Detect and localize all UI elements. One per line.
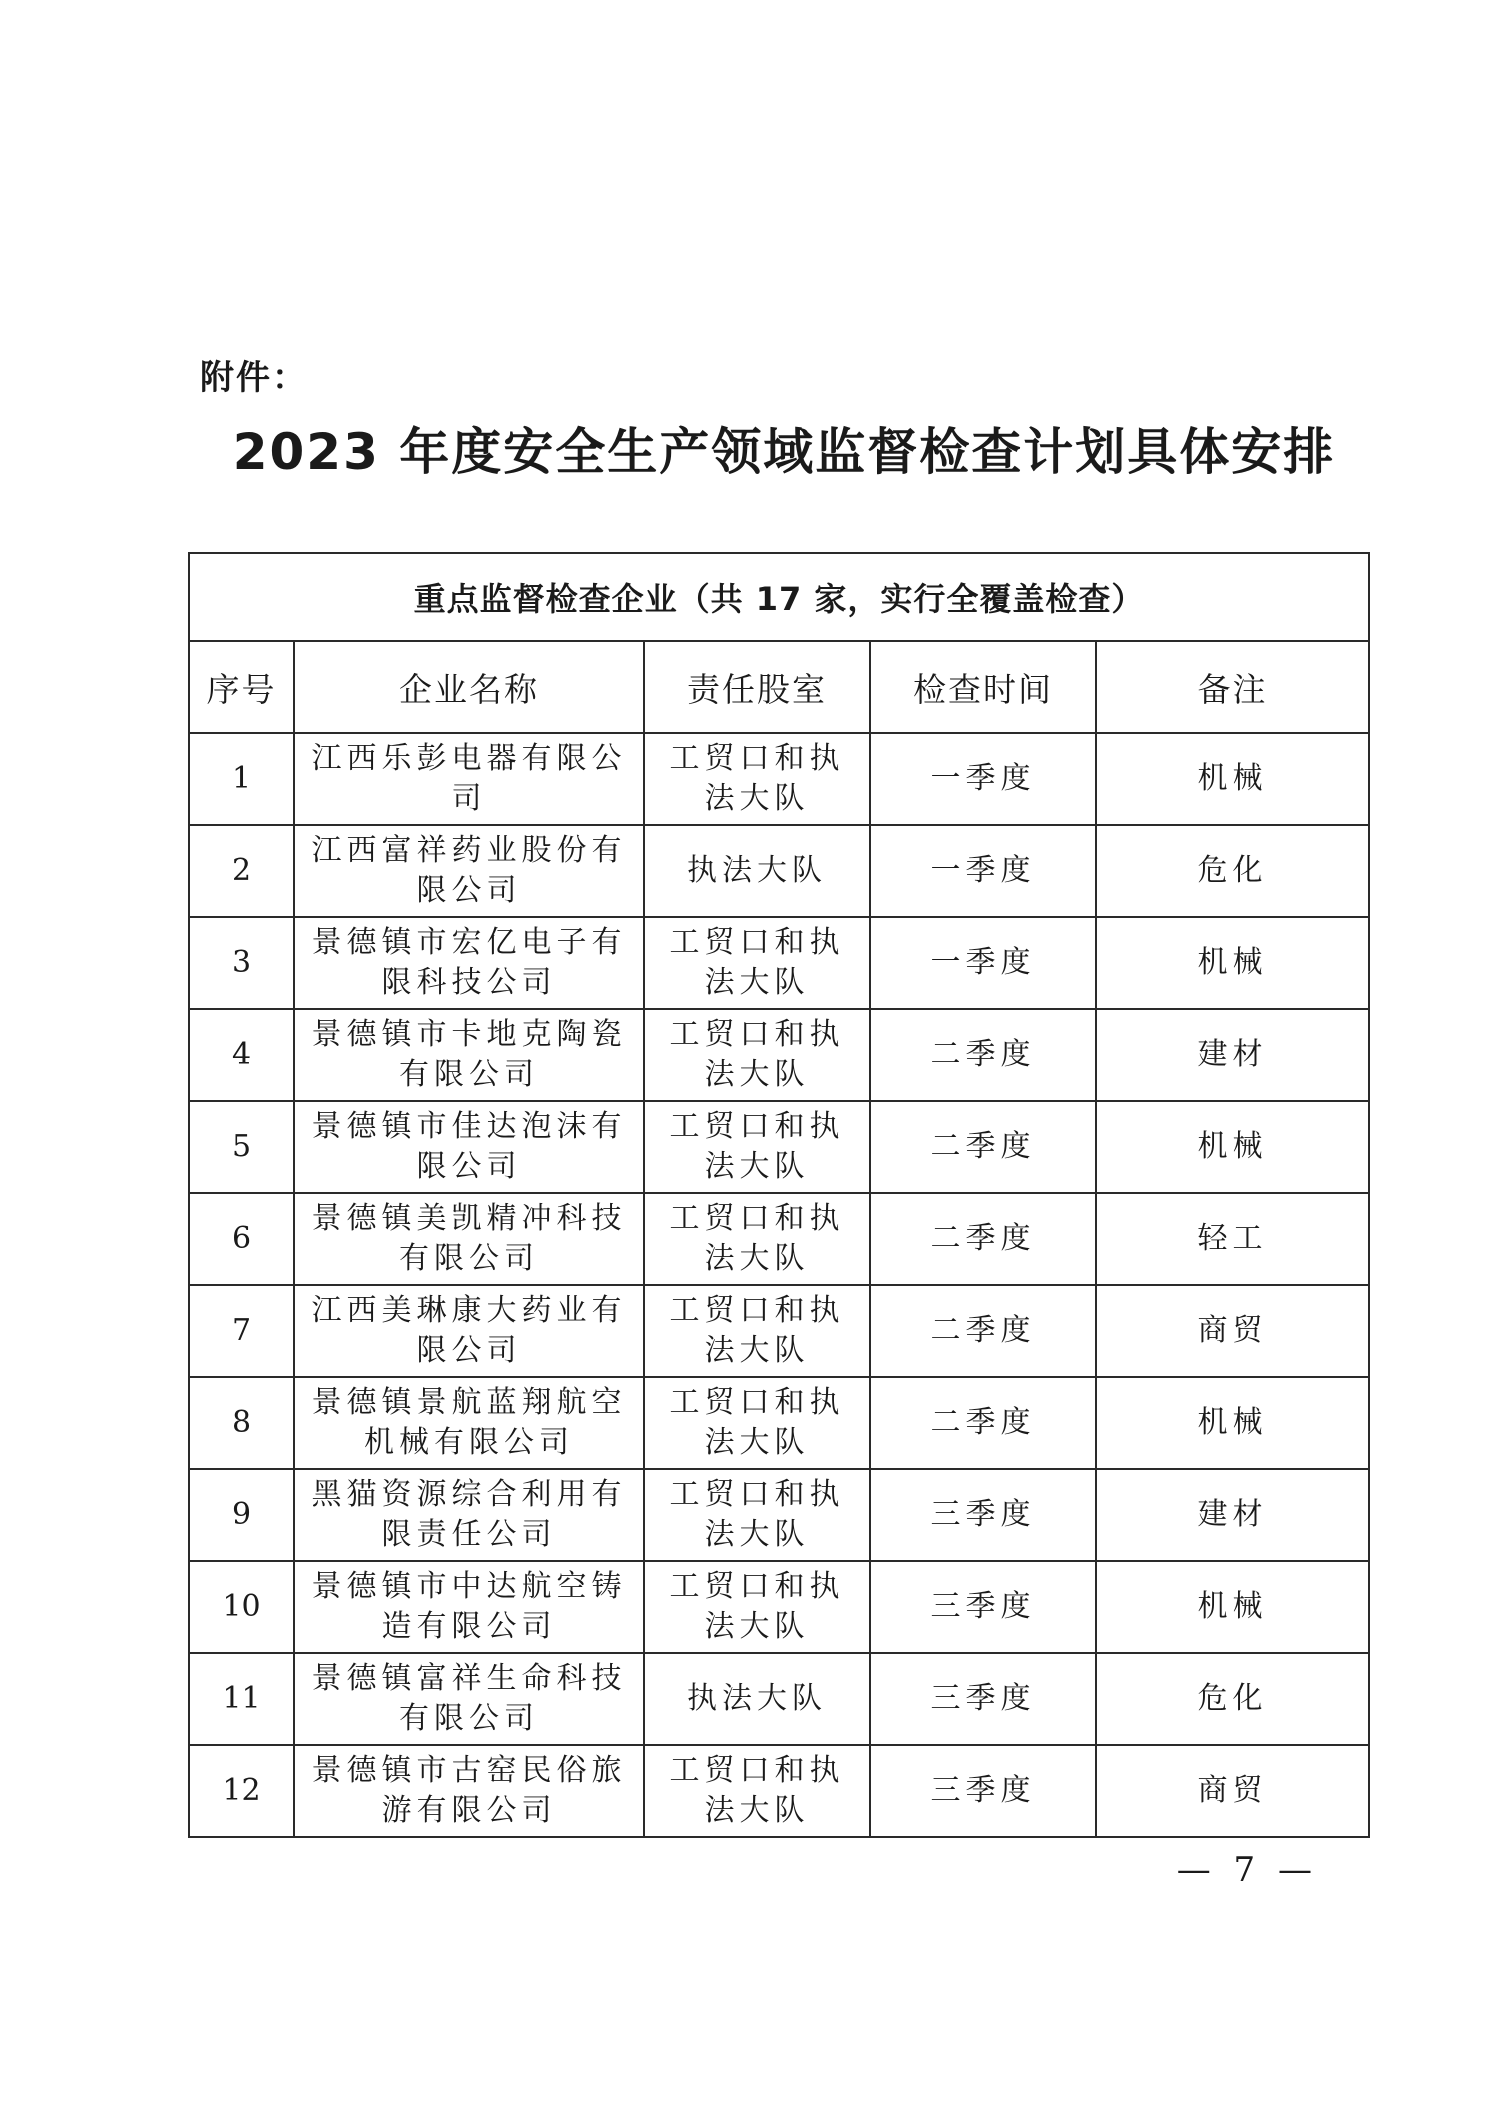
cell-department: 工贸口和执法大队 — [644, 1193, 870, 1285]
cell-inspection-time: 一季度 — [870, 917, 1096, 1009]
cell-company-name: 景德镇市宏亿电子有限科技公司 — [294, 917, 644, 1009]
cell-note: 危化 — [1096, 1653, 1369, 1745]
cell-number: 10 — [189, 1561, 294, 1653]
cell-note: 商贸 — [1096, 1285, 1369, 1377]
table-row — [189, 733, 1369, 825]
cell-department: 工贸口和执法大队 — [644, 733, 870, 825]
cell-inspection-time: 三季度 — [870, 1745, 1096, 1837]
cell-company-name: 景德镇富祥生命科技有限公司 — [294, 1653, 644, 1745]
cell-number: 3 — [189, 917, 294, 1009]
cell-department: 工贸口和执法大队 — [644, 1745, 870, 1837]
cell-note: 建材 — [1096, 1009, 1369, 1101]
cell-company-name: 景德镇美凯精冲科技有限公司 — [294, 1193, 644, 1285]
attachment-label: 附件： — [200, 358, 308, 398]
table-row — [189, 825, 1369, 917]
cell-note: 建材 — [1096, 1469, 1369, 1561]
cell-number: 9 — [189, 1469, 294, 1561]
cell-company-name: 景德镇景航蓝翔航空机械有限公司 — [294, 1377, 644, 1469]
table-row — [189, 1653, 1369, 1745]
cell-number: 6 — [189, 1193, 294, 1285]
cell-inspection-time: 二季度 — [870, 1009, 1096, 1101]
cell-inspection-time: 二季度 — [870, 1377, 1096, 1469]
table-caption: 重点监督检查企业（共 17 家，实行全覆盖检查） — [189, 553, 1369, 641]
cell-number: 1 — [189, 733, 294, 825]
cell-note: 危化 — [1096, 825, 1369, 917]
page-number: — 7 — — [1176, 1850, 1318, 1890]
cell-company-name: 江西富祥药业股份有限公司 — [294, 825, 644, 917]
cell-inspection-time: 一季度 — [870, 825, 1096, 917]
cell-inspection-time: 二季度 — [870, 1193, 1096, 1285]
table-row — [189, 1009, 1369, 1101]
cell-company-name: 江西乐彭电器有限公司 — [294, 733, 644, 825]
cell-company-name: 景德镇市佳达泡沫有限公司 — [294, 1101, 644, 1193]
cell-company-name: 江西美琳康大药业有限公司 — [294, 1285, 644, 1377]
table-body — [189, 733, 1369, 1837]
table-row — [189, 1285, 1369, 1377]
cell-number: 7 — [189, 1285, 294, 1377]
cell-company-name: 黑猫资源综合利用有限责任公司 — [294, 1469, 644, 1561]
table-row — [189, 1193, 1369, 1285]
cell-inspection-time: 二季度 — [870, 1101, 1096, 1193]
cell-number: 2 — [189, 825, 294, 917]
cell-department: 执法大队 — [644, 1653, 870, 1745]
table-row — [189, 917, 1369, 1009]
cell-note: 机械 — [1096, 1101, 1369, 1193]
column-header-note: 备注 — [1096, 641, 1369, 733]
table-row — [189, 1101, 1369, 1193]
cell-department: 工贸口和执法大队 — [644, 1101, 870, 1193]
column-header-department: 责任股室 — [644, 641, 870, 733]
table-row — [189, 1377, 1369, 1469]
cell-number: 12 — [189, 1745, 294, 1837]
cell-department: 工贸口和执法大队 — [644, 917, 870, 1009]
cell-department: 工贸口和执法大队 — [644, 1285, 870, 1377]
cell-inspection-time: 一季度 — [870, 733, 1096, 825]
cell-number: 8 — [189, 1377, 294, 1469]
cell-note: 轻工 — [1096, 1193, 1369, 1285]
table-row — [189, 1745, 1369, 1837]
cell-company-name: 景德镇市古窑民俗旅游有限公司 — [294, 1745, 644, 1837]
cell-inspection-time: 三季度 — [870, 1469, 1096, 1561]
table-row — [189, 1561, 1369, 1653]
column-header-no: 序号 — [189, 641, 294, 733]
table-header-row — [189, 641, 1369, 733]
cell-department: 工贸口和执法大队 — [644, 1009, 870, 1101]
cell-department: 工贸口和执法大队 — [644, 1561, 870, 1653]
document-title: 2023 年度安全生产领域监督检查计划具体安排 — [232, 423, 1336, 481]
column-header-time: 检查时间 — [870, 641, 1096, 733]
cell-note: 商贸 — [1096, 1745, 1369, 1837]
cell-note: 机械 — [1096, 1561, 1369, 1653]
cell-inspection-time: 三季度 — [870, 1561, 1096, 1653]
cell-company-name: 景德镇市卡地克陶瓷有限公司 — [294, 1009, 644, 1101]
cell-department: 执法大队 — [644, 825, 870, 917]
cell-inspection-time: 三季度 — [870, 1653, 1096, 1745]
cell-note: 机械 — [1096, 917, 1369, 1009]
cell-number: 4 — [189, 1009, 294, 1101]
cell-number: 11 — [189, 1653, 294, 1745]
cell-department: 工贸口和执法大队 — [644, 1377, 870, 1469]
cell-department: 工贸口和执法大队 — [644, 1469, 870, 1561]
cell-note: 机械 — [1096, 733, 1369, 825]
cell-company-name: 景德镇市中达航空铸造有限公司 — [294, 1561, 644, 1653]
inspection-plan-table — [188, 552, 1370, 1838]
cell-inspection-time: 二季度 — [870, 1285, 1096, 1377]
cell-note: 机械 — [1096, 1377, 1369, 1469]
table-row — [189, 1469, 1369, 1561]
cell-number: 5 — [189, 1101, 294, 1193]
column-header-company: 企业名称 — [294, 641, 644, 733]
